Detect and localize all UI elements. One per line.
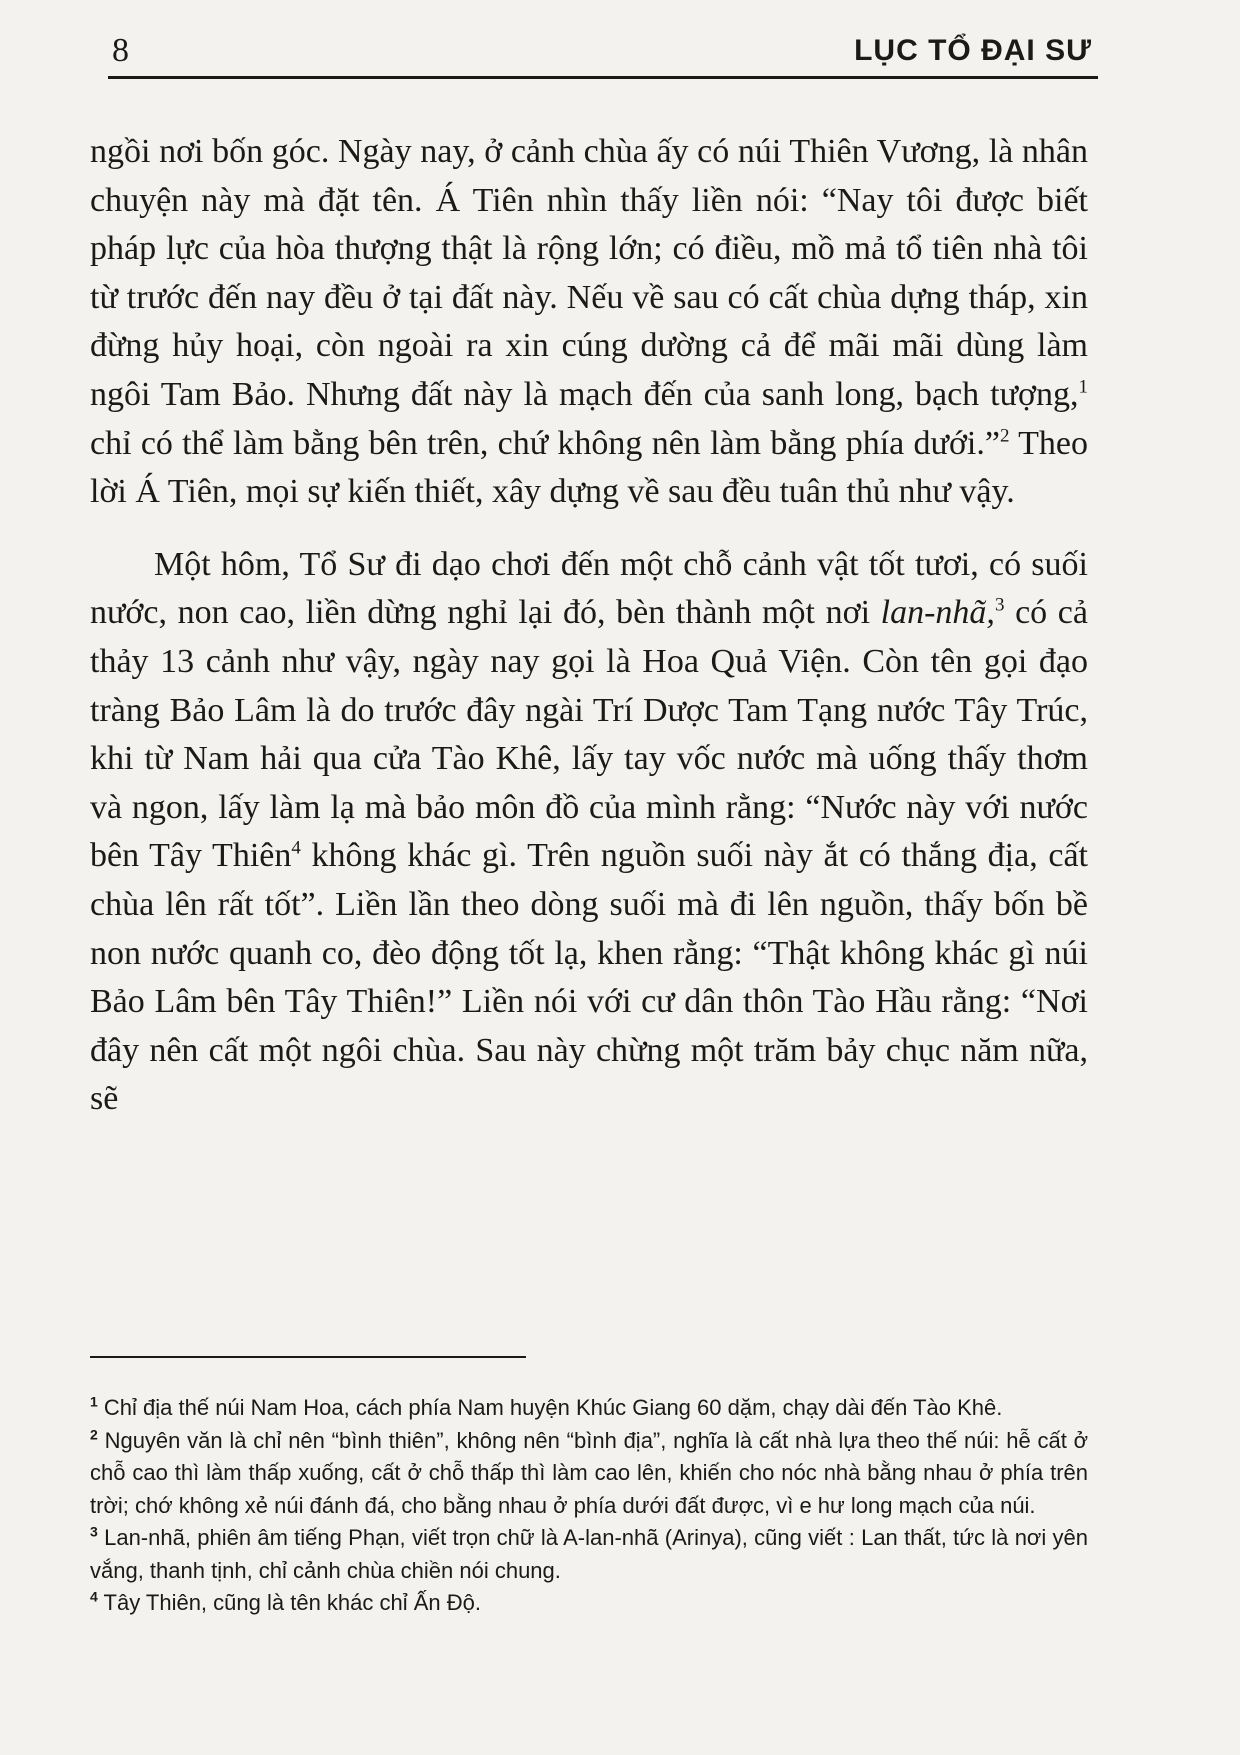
page-header	[108, 28, 1098, 79]
text-segment: ngồi nơi bốn góc. Ngày nay, ở cảnh chùa ấy có núi Thiên Vương, là nhân chuyện này mà đặt tên. Á Tiên nhìn thấy liền nói: “Nay tôi được biết pháp lực của hòa thượng thật là rộng lớn; có điều, mồ mả tổ tiên nhà tôi từ trước đến nay đều ở tại đất này. Nếu về sau có cất chùa dựng tháp, xin đừng hủy hoại, còn ngoài ra xin cúng dường cả để mãi mãi dùng làm ngôi Tam Bảo. Nhưng đất này là mạch đến của sanh long, bạch tượng,	[90, 133, 1088, 413]
footnote-2	[90, 1425, 1088, 1523]
footnote-number: 3	[90, 1523, 98, 1540]
text-segment: Một hôm, Tổ Sư đi dạo chơi đến một chỗ cảnh vật tốt tươi, có suối nước, non cao, liền dừng nghỉ lại đó, bèn thành một nơi	[90, 545, 1088, 632]
footnote-ref-4: 4	[291, 837, 301, 859]
running-title: LỤC TỔ ĐẠI SƯ	[854, 34, 1092, 67]
footnote-text: Nguyên văn là chỉ nên “bình thiên”, không nên “bình địa”, nghĩa là cất nhà lựa theo thế núi: hễ cất ở chỗ cao thì làm thấp xuống, cất ở chỗ thấp thì làm cao lên, khiến cho nóc nhà bằng nhau ở phía trên trời; chớ không xẻ núi đánh đá, cho bằng nhau ở phía dưới đất được, vì e hư long mạch của núi.	[90, 1427, 1089, 1518]
footnote-text: Lan-nhã, phiên âm tiếng Phạn, viết trọn chữ là A-lan-nhã (Arinya), cũng viết : Lan thất, tức là nơi yên vắng, thanh tịnh, chỉ cảnh chùa chiền nói chung.	[90, 1525, 1088, 1583]
text-segment: không khác gì. Trên nguồn suối này ắt có thắng địa, cất chùa lên rất tốt”. Liền lần theo dòng suối mà đi lên nguồn, thấy bốn bề non nước quanh co, đèo động tốt lạ, khen rằng: “Thật không khác gì núi Bảo Lâm bên Tây Thiên!” Liền nói với cư dân thôn Tào Hầu rằng: “Nơi đây nên cất một ngôi chùa. Sau này chừng một trăm bảy chục năm nữa, sẽ	[90, 837, 1088, 1118]
footnote-1	[90, 1392, 1088, 1425]
paragraph-1	[90, 128, 1088, 517]
paragraph-2	[90, 541, 1088, 1124]
body-text	[90, 128, 1088, 1124]
footnote-4	[90, 1587, 1088, 1620]
italic-term: lan-nhã,	[880, 594, 995, 632]
footnote-text: Tây Thiên, cũng là tên khác chỉ Ấn Độ.	[103, 1590, 481, 1615]
footnote-number: 1	[90, 1393, 98, 1410]
footnote-ref-3: 3	[994, 595, 1005, 617]
footnote-number: 2	[90, 1426, 98, 1443]
footnotes	[90, 1392, 1088, 1620]
footnote-text: Chỉ địa thế núi Nam Hoa, cách phía Nam huyện Khúc Giang 60 dặm, chạy dài đến Tào Khê.	[103, 1395, 1003, 1420]
text-segment: chỉ có thể làm bằng bên trên, chứ không nên làm bằng phía dưới.”	[90, 424, 1000, 462]
footnote-ref-1: 1	[1078, 376, 1088, 398]
text-segment: có cả thảy 13 cảnh như vậy, ngày nay gọi là Hoa Quả Viện. Còn tên gọi đạo tràng Bảo Lâm là do trước đây ngài Trí Dược Tam Tạng nước Tây Trúc, khi từ Nam hải qua cửa Tào Khê, lấy tay vốc nước mà uống thấy thơm và ngon, lấy làm lạ mà bảo môn đồ của mình rằng: “Nước này với nước bên Tây Thiên	[90, 594, 1088, 875]
page-number: 8	[112, 32, 129, 69]
footnote-3	[90, 1522, 1088, 1587]
text-segment: Theo lời Á Tiên, mọi sự kiến thiết, xây dựng về sau đều tuân thủ như vậy.	[90, 424, 1088, 511]
footnote-number: 4	[90, 1588, 98, 1605]
footnote-ref-2: 2	[999, 425, 1010, 447]
footnote-divider	[90, 1356, 526, 1358]
